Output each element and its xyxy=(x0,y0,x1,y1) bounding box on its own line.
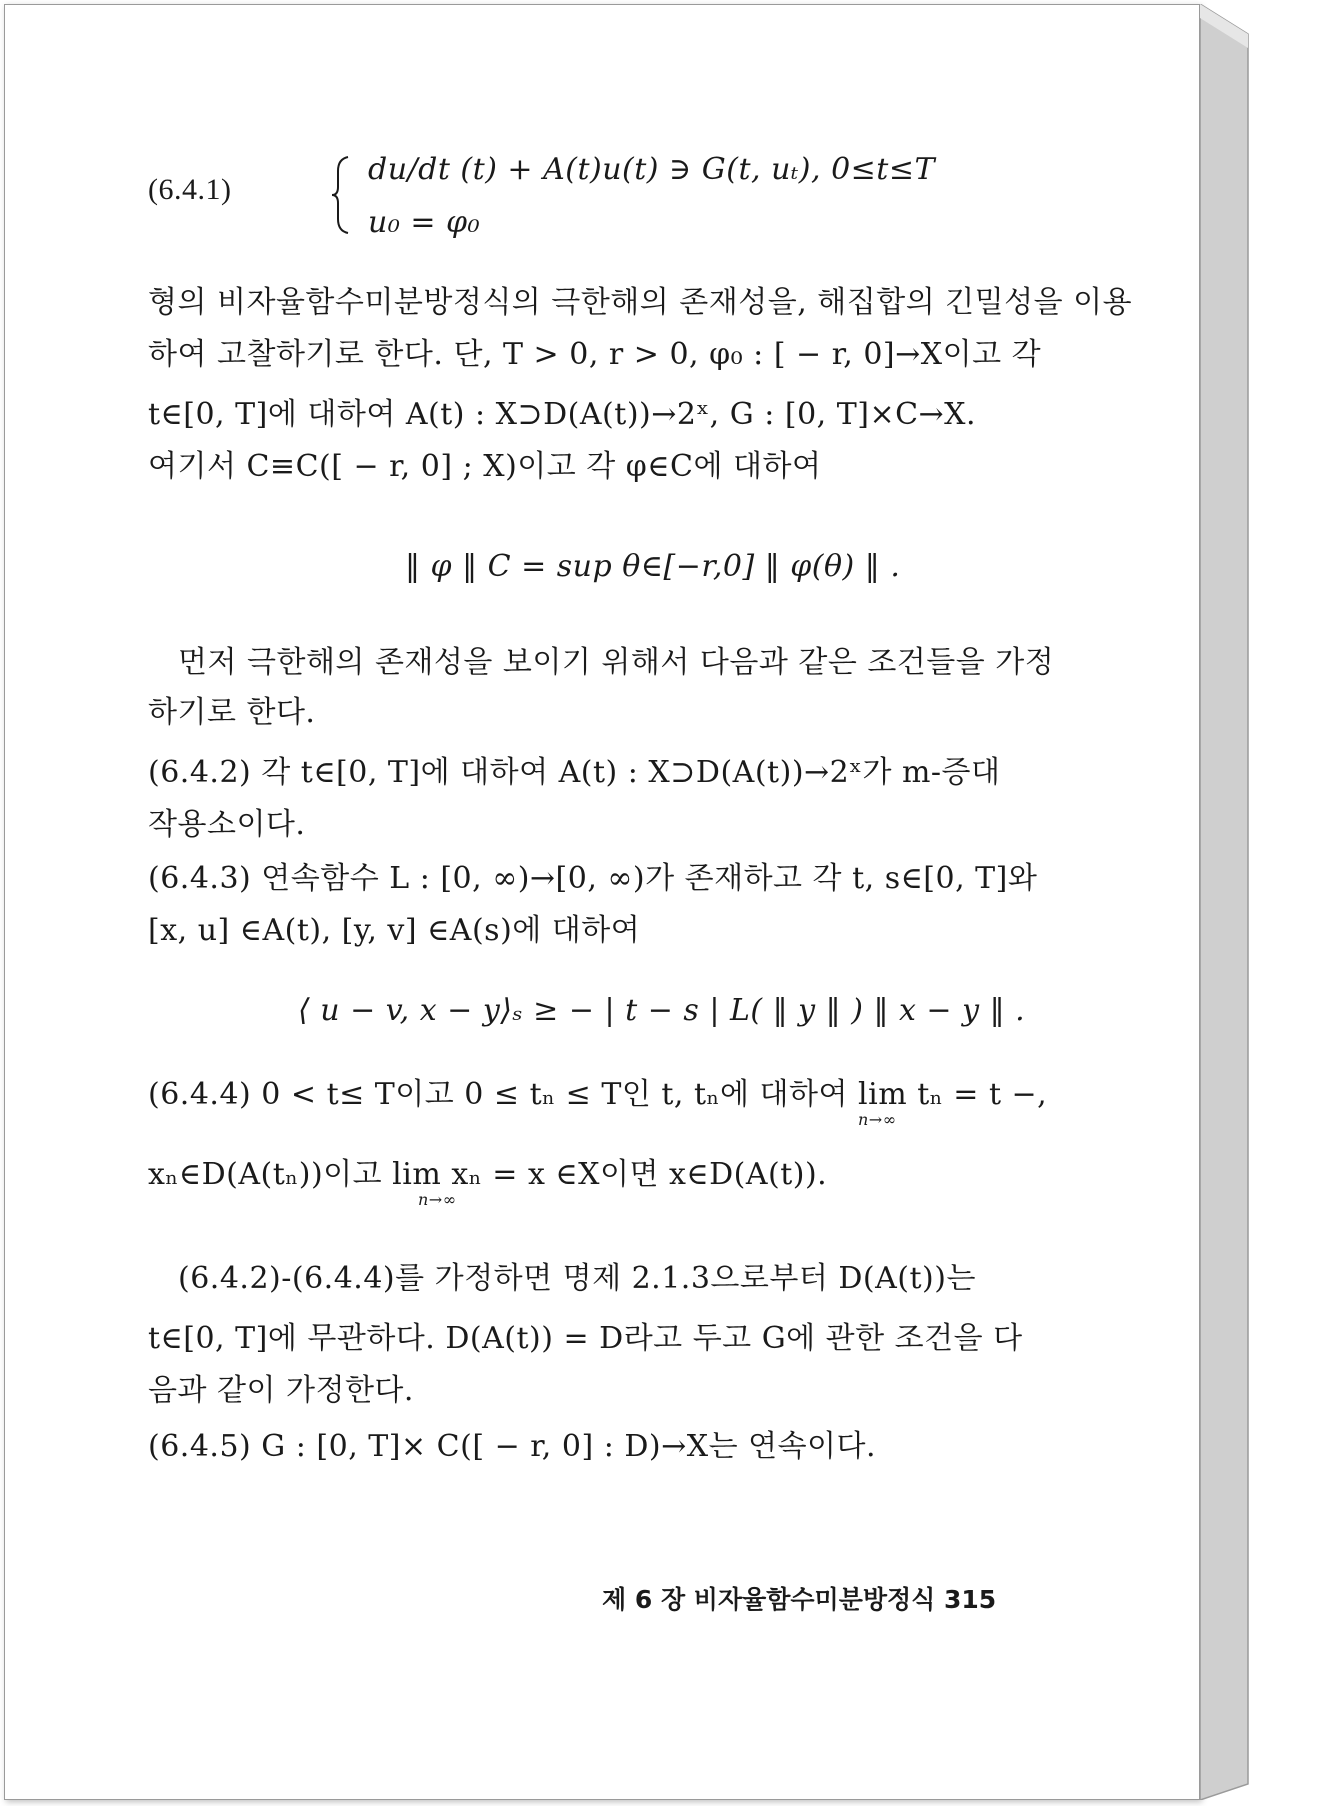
condition-643-line-2: [x, u] ∈A(t), [y, v] ∈A(s)에 대하여 xyxy=(148,913,641,948)
condition-642-line-1: (6.4.2) 각 t∈[0, T]에 대하여 A(t) : X⊃D(A(t))→2ˣ가 m-증대 xyxy=(148,755,1001,790)
condition-643-equation: ⟨ u − v, x − y⟩ₛ ≥ − | t − s | L( ‖ y ‖ ) ‖ x − y ‖ . xyxy=(298,993,1026,1028)
paragraph-1-line-3: t∈[0, T]에 대하여 A(t) : X⊃D(A(t))→2ˣ, G : [0, T]×C→X. xyxy=(148,397,977,432)
paragraph-1-line-4: 여기서 C≡C([ − r, 0] ; X)이고 각 φ∈C에 대하여 xyxy=(148,449,822,484)
book-page xyxy=(4,4,1200,1800)
paragraph-2-line-1: 먼저 극한해의 존재성을 보이기 위해서 다음과 같은 조건들을 가정 xyxy=(178,645,1055,680)
condition-644-line-1: (6.4.4) 0 < t≤ T이고 0 ≤ tₙ ≤ T인 t, tₙ에 대하여 lim tₙ = t −, xyxy=(148,1077,1048,1112)
left-brace xyxy=(330,155,352,235)
paragraph-1-line-1: 형의 비자율함수미분방정식의 극한해의 존재성을, 해집합의 긴밀성을 이용 xyxy=(148,285,1133,320)
equation-641-line1: du/dt (t) + A(t)u(t) ∋ G(t, uₜ), 0≤t≤T xyxy=(368,152,936,187)
book-spine xyxy=(1200,4,1252,1800)
condition-644-line-2: xₙ∈D(A(tₙ))이고 lim xₙ = x ∈X이면 x∈D(A(t)). xyxy=(148,1157,828,1192)
paragraph-3-line-1: (6.4.2)-(6.4.4)를 가정하면 명제 2.1.3으로부터 D(A(t))는 xyxy=(178,1261,976,1296)
paragraph-3-line-2: t∈[0, T]에 무관하다. D(A(t)) = D라고 두고 G에 관한 조건을 다 xyxy=(148,1321,1023,1356)
norm-equation: ‖ φ ‖ C = sup θ∈[−r,0] ‖ φ(θ) ‖ . xyxy=(405,549,901,584)
equation-label-641: (6.4.1) xyxy=(148,173,232,206)
paragraph-1-line-2: 하여 고찰하기로 한다. 단, T > 0, r > 0, φ₀ : [ − r, 0]→X이고 각 xyxy=(148,337,1042,372)
running-footer: 제 6 장 비자율함수미분방정식 315 xyxy=(602,1585,997,1614)
condition-645: (6.4.5) G : [0, T]× C([ − r, 0] : D)→X는 연속이다. xyxy=(148,1429,877,1464)
condition-644-limit-sub-2: n→∞ xyxy=(418,1190,457,1209)
paragraph-2-line-2: 하기로 한다. xyxy=(148,695,316,730)
condition-642-line-2: 작용소이다. xyxy=(148,807,306,842)
condition-644-limit-sub-1: n→∞ xyxy=(858,1110,897,1129)
condition-643-line-1: (6.4.3) 연속함수 L : [0, ∞)→[0, ∞)가 존재하고 각 t, s∈[0, T]와 xyxy=(148,861,1038,896)
paragraph-3-line-3: 음과 같이 가정한다. xyxy=(148,1373,414,1408)
equation-641-line2: u₀ = φ₀ xyxy=(368,205,481,240)
